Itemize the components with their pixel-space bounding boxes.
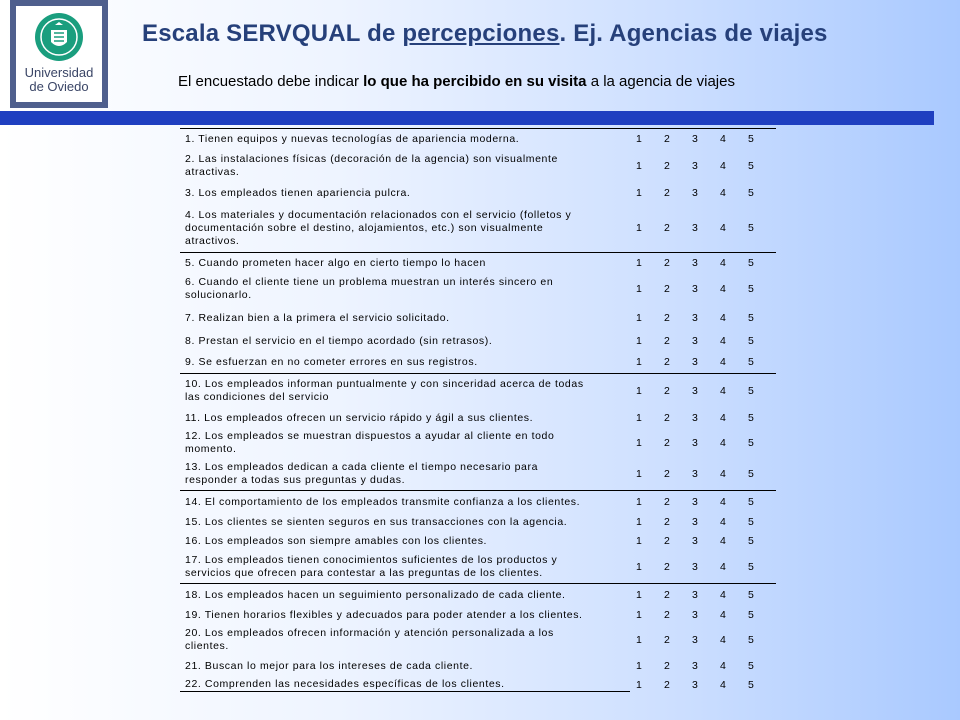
rating-scale <box>636 222 776 234</box>
rating-option-2[interactable]: 2 <box>664 468 671 480</box>
logo-panel <box>16 6 102 102</box>
rating-option-5[interactable]: 5 <box>748 335 755 347</box>
rating-option-3[interactable]: 3 <box>692 679 699 691</box>
rating-option-5[interactable]: 5 <box>748 634 755 646</box>
rating-option-1[interactable]: 1 <box>636 412 643 424</box>
rating-option-5[interactable]: 5 <box>748 257 755 269</box>
subtitle-part3: a la agencia de viajes <box>586 73 735 90</box>
survey-item-text: 21. Buscan lo mejor para los intereses de cada cliente. <box>185 659 474 672</box>
rating-option-5[interactable]: 5 <box>748 660 755 672</box>
survey-item <box>180 458 776 490</box>
rating-option-3[interactable]: 3 <box>692 187 699 199</box>
rating-option-5[interactable]: 5 <box>748 356 755 368</box>
rating-option-5[interactable]: 5 <box>748 437 755 449</box>
logo-text-line2: de Oviedo <box>29 79 89 94</box>
survey-item-text: 18. Los empleados hacen un seguimiento personalizado de cada cliente. <box>185 588 566 601</box>
rating-option-4[interactable]: 4 <box>720 356 727 368</box>
rating-option-1[interactable]: 1 <box>636 535 643 547</box>
rating-option-1[interactable]: 1 <box>636 283 643 295</box>
title-part1: Escala SERVQUAL de <box>142 20 403 47</box>
rating-option-3[interactable]: 3 <box>692 609 699 621</box>
rating-scale <box>636 516 776 528</box>
survey-item <box>180 253 776 273</box>
title-part3: . Ej. Agencias de viajes <box>559 20 828 47</box>
rating-option-1[interactable]: 1 <box>636 133 643 145</box>
rating-scale <box>636 679 776 691</box>
survey-item <box>180 584 776 606</box>
rating-option-2[interactable]: 2 <box>664 589 671 601</box>
rating-option-3[interactable]: 3 <box>692 159 699 172</box>
survey-item <box>180 408 776 428</box>
rating-option-5[interactable]: 5 <box>748 561 755 573</box>
rating-option-1[interactable]: 1 <box>636 187 643 199</box>
rating-option-4[interactable]: 4 <box>720 535 727 547</box>
survey-item <box>180 606 776 624</box>
rating-option-3[interactable]: 3 <box>692 283 699 295</box>
rating-option-2[interactable]: 2 <box>664 412 671 424</box>
rating-option-3[interactable]: 3 <box>692 634 699 646</box>
rating-option-1[interactable]: 1 <box>636 335 643 347</box>
rating-option-2[interactable]: 2 <box>664 187 671 199</box>
survey-item <box>180 531 776 551</box>
rating-option-1[interactable]: 1 <box>636 159 643 172</box>
rating-scale <box>636 609 776 621</box>
rating-option-3[interactable]: 3 <box>692 437 699 449</box>
survey-item-text: 1. Tienen equipos y nuevas tecnologías de apariencia moderna. <box>185 132 520 145</box>
logo-text-line1: Universidad <box>24 65 94 80</box>
survey-item <box>180 273 776 305</box>
rating-option-1[interactable]: 1 <box>636 561 643 573</box>
rating-scale <box>636 356 776 368</box>
rating-option-5[interactable]: 5 <box>748 283 755 295</box>
university-seal-icon <box>34 12 84 62</box>
rating-option-4[interactable]: 4 <box>720 133 727 145</box>
rating-option-4[interactable]: 4 <box>720 561 727 573</box>
rating-option-2[interactable]: 2 <box>664 535 671 547</box>
rating-scale <box>636 437 776 449</box>
rating-option-2[interactable]: 2 <box>664 609 671 621</box>
rating-option-1[interactable]: 1 <box>636 516 643 528</box>
rating-option-3[interactable]: 3 <box>692 561 699 573</box>
rating-option-5[interactable]: 5 <box>748 516 755 528</box>
survey-item-text: 14. El comportamiento de los empleados transmite confianza a los clientes. <box>185 495 581 508</box>
survey-item-text: 6. Cuando el cliente tiene un problema muestran un interés sincero en solucionarlo. <box>185 276 554 301</box>
rating-option-5[interactable]: 5 <box>748 187 755 199</box>
rating-option-4[interactable]: 4 <box>720 609 727 621</box>
rating-option-1[interactable]: 1 <box>636 222 643 234</box>
rating-option-4[interactable]: 4 <box>720 312 727 324</box>
rating-option-3[interactable]: 3 <box>692 535 699 547</box>
rating-option-2[interactable]: 2 <box>664 335 671 347</box>
survey-group <box>180 128 776 252</box>
rating-option-2[interactable]: 2 <box>664 385 671 397</box>
rating-option-4[interactable]: 4 <box>720 187 727 199</box>
survey-item-text: 10. Los empleados informan puntualmente y con sinceridad acerca de todas las condiciones del servicio <box>185 378 584 403</box>
survey-item <box>180 351 776 373</box>
survey-item-text: 15. Los clientes se sienten seguros en sus transacciones con la agencia. <box>185 515 568 528</box>
rating-option-2[interactable]: 2 <box>664 437 671 449</box>
rating-option-2[interactable]: 2 <box>664 257 671 269</box>
survey-group <box>180 490 776 583</box>
rating-option-5[interactable]: 5 <box>748 222 755 234</box>
survey-item-text: 8. Prestan el servicio en el tiempo acordado (sin retrasos). <box>185 334 493 347</box>
rating-option-1[interactable]: 1 <box>636 312 643 324</box>
rating-option-4[interactable]: 4 <box>720 257 727 269</box>
rating-option-3[interactable]: 3 <box>692 222 699 234</box>
rating-option-1[interactable]: 1 <box>636 437 643 449</box>
survey-item-text: 4. Los materiales y documentación relacionados con el servicio (folletos y documentación sobre el destino, alojamientos, etc.) son visualmente atractivos. <box>185 208 572 247</box>
rating-scale <box>636 535 776 547</box>
rating-option-5[interactable]: 5 <box>748 589 755 601</box>
rating-option-2[interactable]: 2 <box>664 516 671 528</box>
rating-option-2[interactable]: 2 <box>664 133 671 145</box>
survey-group <box>180 252 776 373</box>
survey-item-text: 12. Los empleados se muestran dispuestos a ayudar al cliente en todo momento. <box>185 430 555 455</box>
survey-item <box>180 624 776 656</box>
rating-option-2[interactable]: 2 <box>664 222 671 234</box>
survey-item <box>180 204 776 252</box>
survey-item-text: 3. Los empleados tienen apariencia pulcra. <box>185 186 411 199</box>
rating-scale <box>636 160 776 172</box>
survey-item-text: 13. Los empleados dedican a cada cliente el tiempo necesario para responder a todas sus preguntas y dudas. <box>185 461 539 486</box>
rating-option-1[interactable]: 1 <box>636 634 643 646</box>
rating-option-4[interactable]: 4 <box>720 159 727 172</box>
rating-scale <box>636 412 776 424</box>
survey-item <box>180 149 776 182</box>
rating-scale <box>636 660 776 672</box>
survey-item-text: 22. Comprenden las necesidades específicas de los clientes. <box>180 678 630 692</box>
survey-item <box>180 305 776 331</box>
rating-option-1[interactable]: 1 <box>636 609 643 621</box>
rating-option-4[interactable]: 4 <box>720 335 727 347</box>
survey-item <box>180 551 776 583</box>
rating-option-1[interactable]: 1 <box>636 356 643 368</box>
survey-item <box>180 374 776 408</box>
survey-item-text: 17. Los empleados tienen conocimientos suficientes de los productos y servicios que ofrecen para contestar a las preguntas de los clientes. <box>185 554 558 579</box>
rating-option-3[interactable]: 3 <box>692 385 699 397</box>
rating-option-4[interactable]: 4 <box>720 496 727 508</box>
survey-item-text: 2. Las instalaciones físicas (decoración de la agencia) son visualmente atractivas. <box>185 152 558 178</box>
rating-option-5[interactable]: 5 <box>748 159 755 172</box>
survey-item <box>180 513 776 531</box>
rating-option-3[interactable]: 3 <box>692 257 699 269</box>
rating-scale <box>636 634 776 646</box>
rating-option-4[interactable]: 4 <box>720 634 727 646</box>
rating-option-3[interactable]: 3 <box>692 589 699 601</box>
rating-option-3[interactable]: 3 <box>692 335 699 347</box>
rating-option-4[interactable]: 4 <box>720 516 727 528</box>
rating-option-3[interactable]: 3 <box>692 516 699 528</box>
rating-option-4[interactable]: 4 <box>720 679 727 691</box>
survey-item-text: 7. Realizan bien a la primera el servicio solicitado. <box>185 311 450 324</box>
subtitle-part1: El encuestado debe indicar <box>178 73 364 90</box>
rating-option-3[interactable]: 3 <box>692 660 699 672</box>
rating-option-3[interactable]: 3 <box>692 356 699 368</box>
rating-option-1[interactable]: 1 <box>636 257 643 269</box>
rating-option-2[interactable]: 2 <box>664 283 671 295</box>
page-subtitle <box>178 73 735 90</box>
rating-scale <box>636 187 776 199</box>
rating-option-4[interactable]: 4 <box>720 660 727 672</box>
header-divider-bar <box>0 111 934 125</box>
title-underlined: percepciones <box>402 20 560 47</box>
rating-option-2[interactable]: 2 <box>664 561 671 573</box>
survey-item-text: 16. Los empleados son siempre amables con los clientes. <box>185 534 488 547</box>
university-logo <box>10 0 108 108</box>
rating-option-1[interactable]: 1 <box>636 679 643 691</box>
rating-scale <box>636 312 776 324</box>
rating-option-5[interactable]: 5 <box>748 312 755 324</box>
rating-option-2[interactable]: 2 <box>664 679 671 691</box>
rating-option-4[interactable]: 4 <box>720 468 727 480</box>
rating-scale <box>636 468 776 480</box>
survey-item <box>180 428 776 458</box>
survey-item <box>180 129 776 149</box>
rating-option-3[interactable]: 3 <box>692 412 699 424</box>
survey-item <box>180 656 776 676</box>
rating-scale <box>636 561 776 573</box>
survey-item <box>180 331 776 351</box>
survey-item <box>180 491 776 513</box>
rating-option-4[interactable]: 4 <box>720 385 727 397</box>
rating-option-3[interactable]: 3 <box>692 468 699 480</box>
subtitle-bold: lo que ha percibido en su visita <box>363 73 587 90</box>
rating-option-3[interactable]: 3 <box>692 496 699 508</box>
rating-option-5[interactable]: 5 <box>748 679 755 691</box>
rating-option-2[interactable]: 2 <box>664 496 671 508</box>
survey-item-text: 20. Los empleados ofrecen información y atención personalizada a los clientes. <box>185 627 554 652</box>
rating-option-1[interactable]: 1 <box>636 468 643 480</box>
rating-option-3[interactable]: 3 <box>692 312 699 324</box>
rating-option-5[interactable]: 5 <box>748 412 755 424</box>
survey-item <box>180 182 776 204</box>
survey-item-text: 5. Cuando prometen hacer algo en cierto tiempo lo hacen <box>185 256 486 269</box>
rating-option-1[interactable]: 1 <box>636 660 643 672</box>
rating-option-4[interactable]: 4 <box>720 222 727 234</box>
survey-group <box>180 373 776 490</box>
rating-scale <box>636 133 776 145</box>
rating-scale <box>636 335 776 347</box>
rating-option-5[interactable]: 5 <box>748 468 755 480</box>
rating-option-2[interactable]: 2 <box>664 159 671 172</box>
rating-option-4[interactable]: 4 <box>720 412 727 424</box>
survey-table <box>180 128 776 694</box>
rating-option-4[interactable]: 4 <box>720 589 727 601</box>
rating-option-5[interactable]: 5 <box>748 133 755 145</box>
rating-option-4[interactable]: 4 <box>720 437 727 449</box>
rating-option-1[interactable]: 1 <box>636 589 643 601</box>
rating-option-5[interactable]: 5 <box>748 535 755 547</box>
rating-option-1[interactable]: 1 <box>636 385 643 397</box>
survey-item-text: 19. Tienen horarios flexibles y adecuados para poder atender a los clientes. <box>185 608 583 621</box>
rating-scale <box>636 496 776 508</box>
rating-option-5[interactable]: 5 <box>748 385 755 397</box>
rating-scale <box>636 257 776 269</box>
page-title <box>142 20 922 48</box>
rating-option-2[interactable]: 2 <box>664 634 671 646</box>
rating-option-2[interactable]: 2 <box>664 356 671 368</box>
rating-option-4[interactable]: 4 <box>720 283 727 295</box>
survey-item-text: 9. Se esfuerzan en no cometer errores en sus registros. <box>185 355 478 368</box>
rating-option-5[interactable]: 5 <box>748 609 755 621</box>
survey-item <box>180 676 776 694</box>
rating-option-2[interactable]: 2 <box>664 660 671 672</box>
rating-scale <box>636 385 776 397</box>
survey-group <box>180 583 776 694</box>
rating-option-3[interactable]: 3 <box>692 133 699 145</box>
rating-option-5[interactable]: 5 <box>748 496 755 508</box>
rating-scale <box>636 283 776 295</box>
rating-scale <box>636 589 776 601</box>
rating-option-1[interactable]: 1 <box>636 496 643 508</box>
rating-option-2[interactable]: 2 <box>664 312 671 324</box>
survey-item-text: 11. Los empleados ofrecen un servicio rápido y ágil a sus clientes. <box>185 411 534 424</box>
